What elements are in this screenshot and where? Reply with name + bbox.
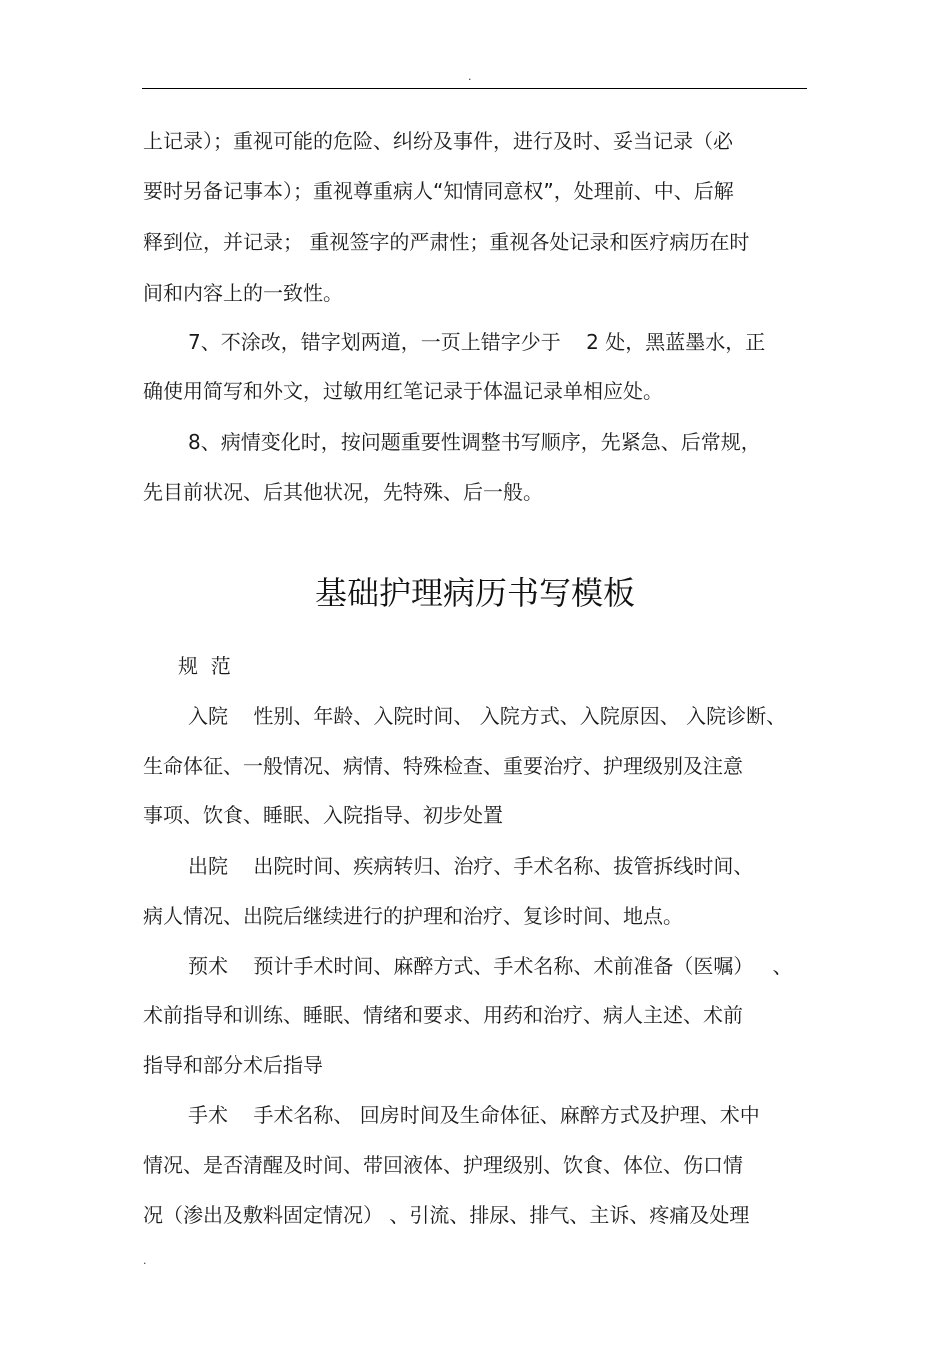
header-rule <box>142 88 807 89</box>
section-title: 基础护理病历书写模板 <box>314 574 635 612</box>
item-discharge-line: 出院 出院时间、疾病转归、治疗、手术名称、拔管拆线时间、 <box>188 854 754 878</box>
footer-mark: . <box>143 1254 147 1267</box>
item-surgery-line: 况（渗出及敷料固定情况） 、引流、排尿、排气、主诉、疼痛及处理 <box>143 1203 750 1227</box>
item-surgery-line: 情况、是否清醒及时间、带回液体、护理级别、饮食、体位、伤口情 <box>143 1153 743 1177</box>
body-line: 要时另备记事本）；重视尊重病人“知情同意权”，处理前、中、后解 <box>143 179 734 203</box>
item-discharge-line: 病人情况、出院后继续进行的护理和治疗、复诊时间、地点。 <box>143 904 683 928</box>
item-preop-line: 预术 预计手术时间、麻醉方式、手术名称、术前准备（医嘱） 、 <box>188 954 793 978</box>
item-admission-line: 生命体征、一般情况、病情、特殊检查、重要治疗、护理级别及注意 <box>143 754 743 778</box>
section-subtitle: 规 范 <box>178 654 231 678</box>
item-admission-line: 入院 性别、年龄、入院时间、 入院方式、入院原因、 入院诊断、 <box>188 704 787 728</box>
item-admission-line: 事项、饮食、睡眠、入院指导、初步处置 <box>143 803 503 827</box>
body-line: 间和内容上的一致性。 <box>143 281 343 305</box>
body-line: 先目前状况、后其他状况，先特殊、后一般。 <box>143 480 543 504</box>
body-line: 释到位，并记录； 重视签字的严肃性；重视各处记录和医疗病历在时 <box>143 230 750 254</box>
body-line: 上记录）；重视可能的危险、纠纷及事件，进行及时、妥当记录（必 <box>143 129 733 153</box>
item-preop-line: 术前指导和训练、睡眠、情绪和要求、用药和治疗、病人主述、术前 <box>143 1003 743 1027</box>
item-surgery-line: 手术 手术名称、 回房时间及生命体征、麻醉方式及护理、术中 <box>188 1103 760 1127</box>
item-preop-line: 指导和部分术后指导 <box>143 1053 323 1077</box>
body-line: 确使用简写和外文，过敏用红笔记录于体温记录单相应处。 <box>143 379 663 403</box>
header-mark: . <box>468 70 472 83</box>
body-line: 7、不涂改，错字划两道，一页上错字少于 2 处，黑蓝墨水，正 <box>188 330 766 354</box>
body-line: 8、病情变化时，按问题重要性调整书写顺序，先紧急、后常规， <box>188 430 761 454</box>
